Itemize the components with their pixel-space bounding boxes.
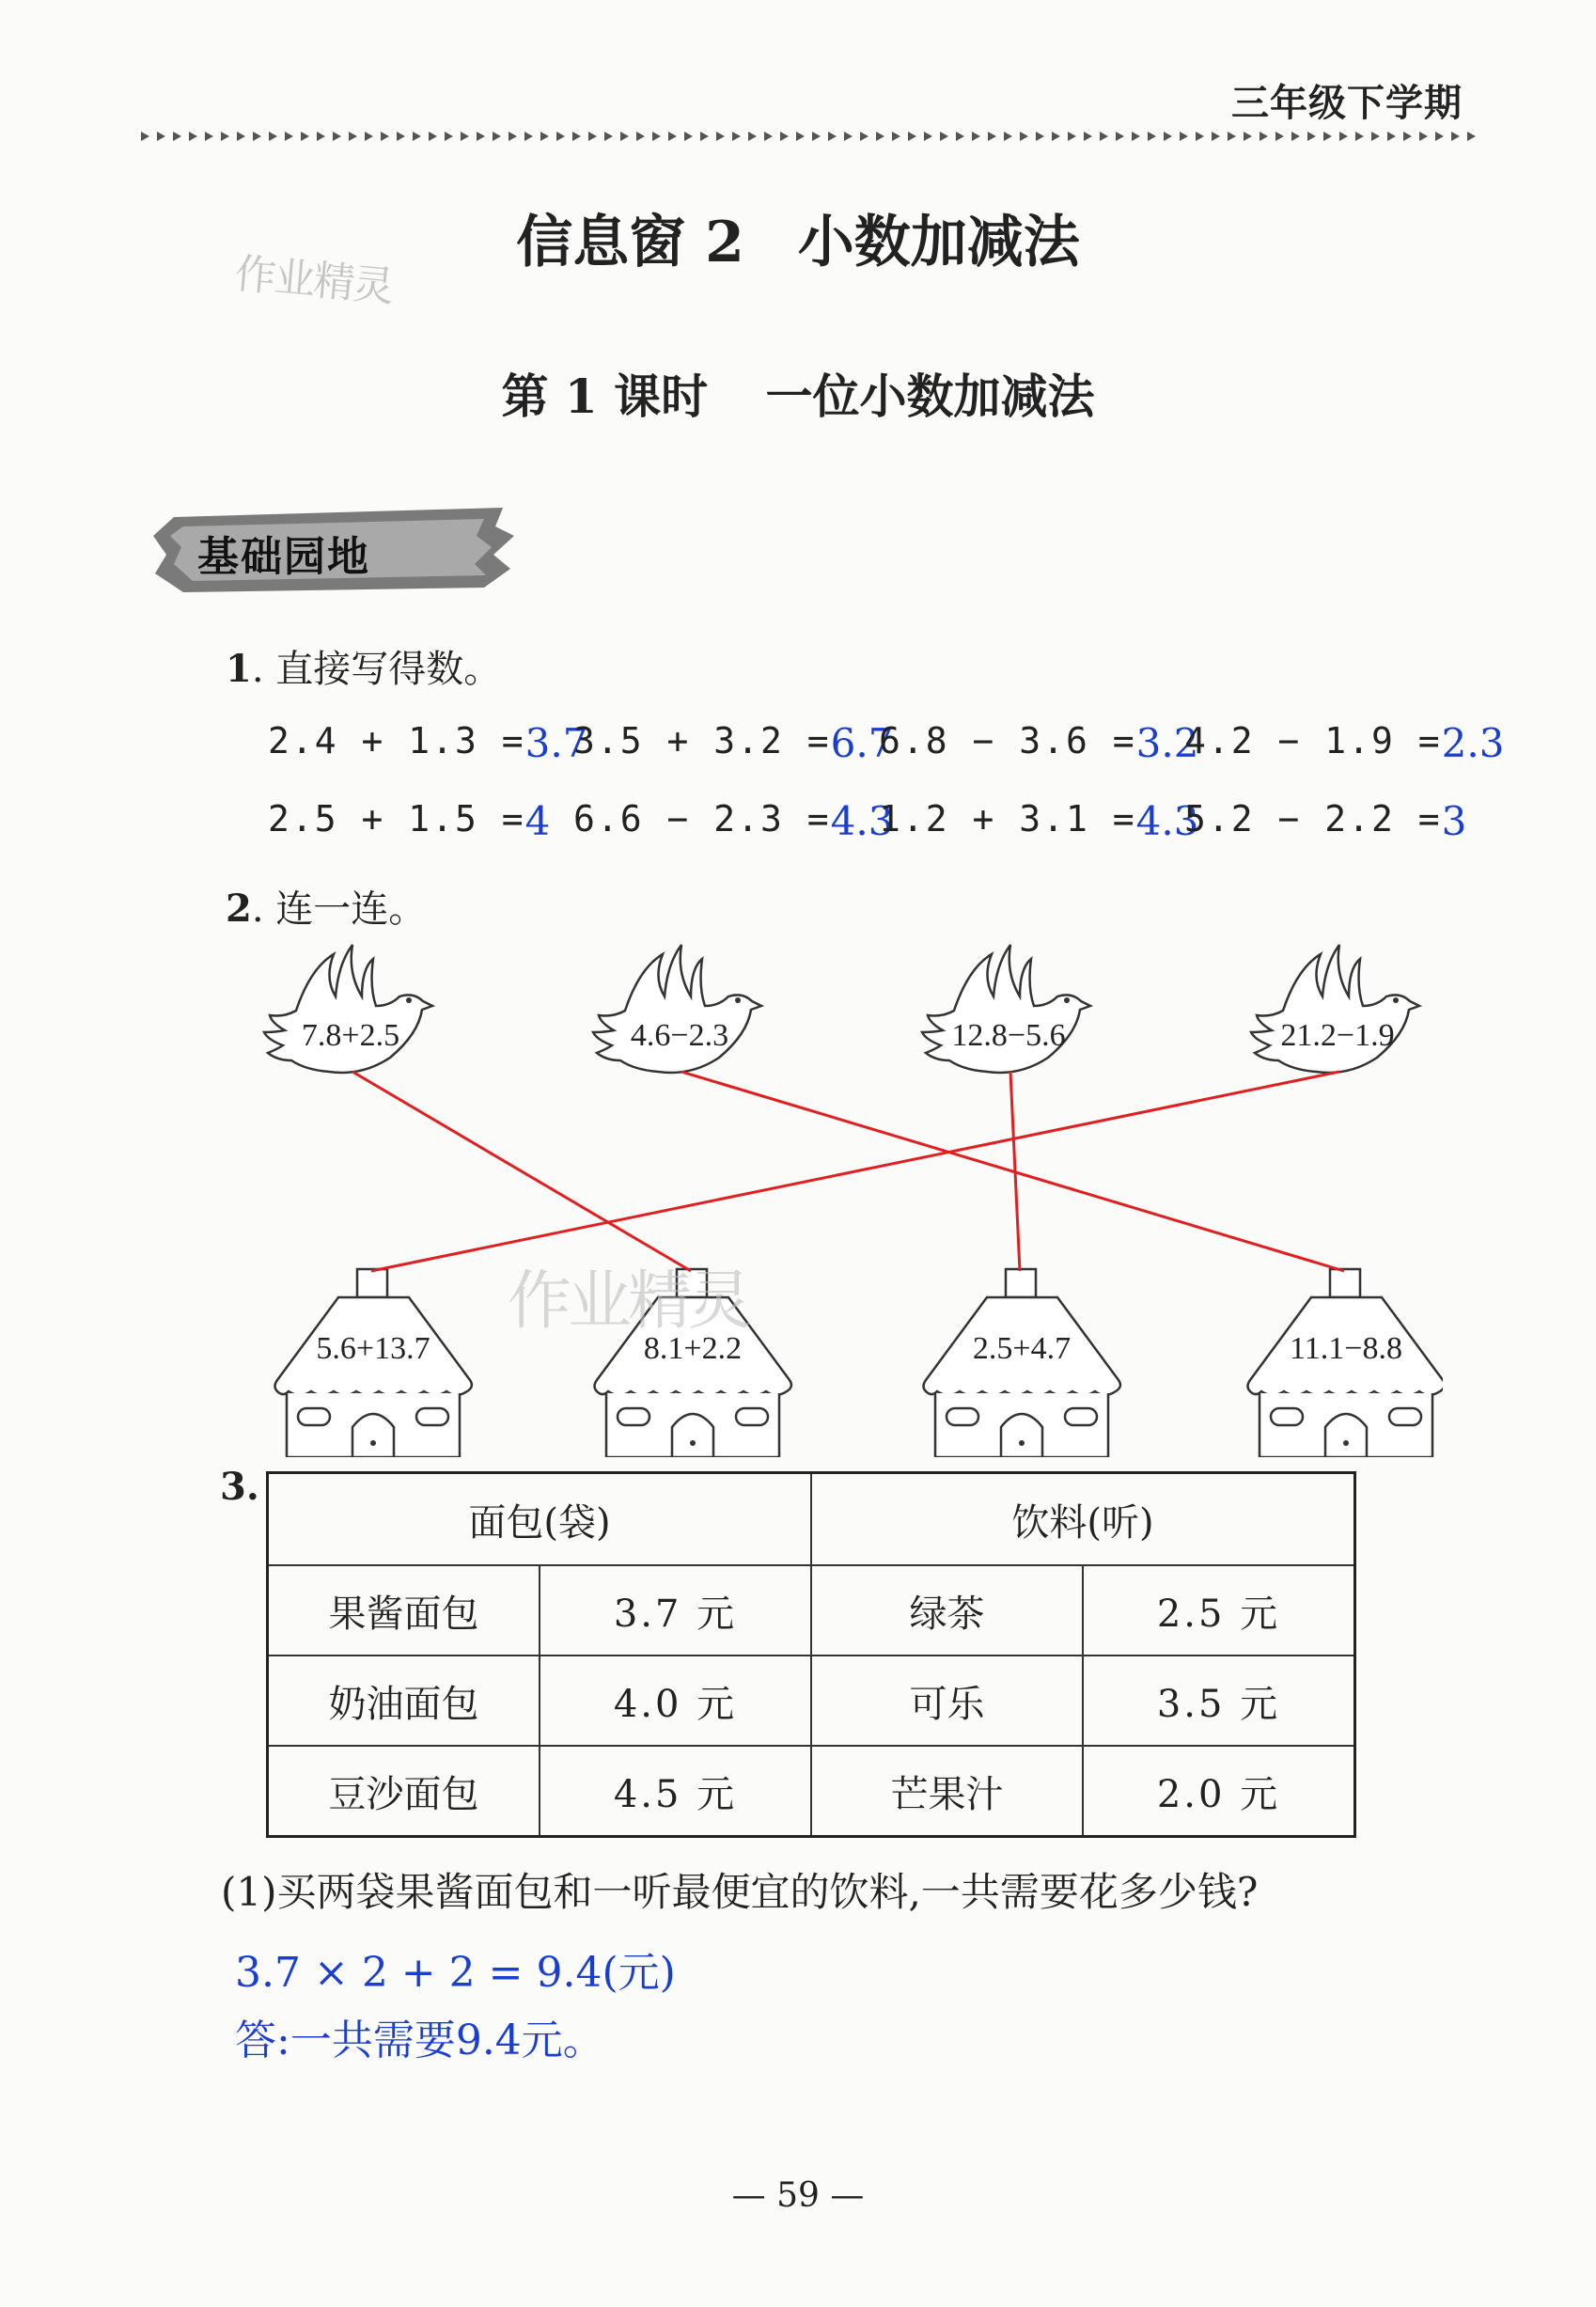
- house-chimney: [1006, 1269, 1036, 1297]
- divider-arrow: [1180, 132, 1188, 141]
- arithmetic-row-2: [268, 794, 1509, 860]
- divider-arrow: [157, 132, 165, 141]
- question-2-number: 2: [226, 887, 252, 931]
- divider-arrow: [828, 132, 837, 141]
- equation-answer: 4.3: [830, 798, 894, 844]
- lesson-subtitle: [0, 359, 1596, 427]
- door-knob: [1019, 1440, 1025, 1446]
- divider-arrow: [1323, 132, 1332, 141]
- question-2-prompt: [226, 879, 426, 933]
- divider-arrow: [924, 132, 932, 141]
- divider-arrow: [1435, 132, 1444, 141]
- divider-arrow: [1291, 132, 1300, 141]
- equation-expression: 1.2 + 3.1 =: [879, 798, 1136, 840]
- equation: [879, 794, 1199, 844]
- house-card[interactable]: [275, 1269, 472, 1457]
- item-price-cell: 3.5 元: [1083, 1656, 1355, 1746]
- divider-arrow: [1068, 132, 1076, 141]
- divider-arrow: [1228, 132, 1236, 141]
- divider-arrow: [1100, 132, 1108, 141]
- equation-expression: 3.5 + 3.2 =: [573, 720, 831, 761]
- house-expression: 8.1+2.2: [643, 1331, 743, 1366]
- equation-answer: 3: [1441, 798, 1467, 844]
- divider-arrow: [1148, 132, 1156, 141]
- connection-line: [371, 1072, 1339, 1271]
- matching-diagram: [221, 940, 1443, 1457]
- divider-arrow: [540, 132, 549, 141]
- divider-arrow: [1020, 132, 1028, 141]
- divider-arrow: [285, 132, 293, 141]
- divider-arrow: [205, 132, 213, 141]
- equation-expression: 6.6 − 2.3 =: [573, 798, 831, 840]
- equation-answer: 6.7: [830, 720, 894, 766]
- divider-arrow: [237, 132, 245, 141]
- section-title-part1: 信息窗 2: [516, 210, 744, 275]
- divider-arrow: [1164, 132, 1172, 141]
- bird-expression: 12.8−5.6: [951, 1018, 1066, 1053]
- divider-arrow: [1244, 132, 1252, 141]
- equation-answer: 3.2: [1135, 720, 1199, 766]
- divider-arrow: [1355, 132, 1364, 141]
- lesson-number: 第 1 课时: [501, 369, 709, 424]
- question-3-sub1: (1)买两袋果酱面包和一听最便宜的饮料,一共需要花多少钱?: [221, 1869, 1259, 1915]
- watermark: 作业精灵: [232, 249, 395, 312]
- divider-arrow: [876, 132, 884, 141]
- house-expression: 2.5+4.7: [972, 1331, 1072, 1366]
- table-row: [268, 1656, 1355, 1746]
- house-card[interactable]: [924, 1269, 1120, 1457]
- door-knob: [1343, 1440, 1349, 1446]
- equation-answer: 2.3: [1441, 720, 1505, 766]
- equation: [268, 794, 551, 844]
- door-knob: [690, 1440, 696, 1446]
- divider-arrow: [269, 132, 277, 141]
- watermark-center: 作业精灵: [508, 1264, 749, 1339]
- bird-card[interactable]: [593, 945, 761, 1073]
- item-name-cell: 豆沙面包: [268, 1746, 540, 1837]
- table-row: [268, 1746, 1355, 1837]
- divider-arrow: [461, 132, 469, 141]
- section-title-part2: 小数加减法: [797, 210, 1080, 275]
- house-expression: 11.1−8.8: [1290, 1331, 1402, 1366]
- equation: [1184, 716, 1505, 766]
- divider-arrow: [652, 132, 661, 141]
- bird-eye: [1393, 997, 1399, 1003]
- divider-arrow: [956, 132, 964, 141]
- divider-arrow: [604, 132, 613, 141]
- door-knob: [370, 1440, 376, 1446]
- equation-expression: 2.5 + 1.5 =: [268, 798, 525, 840]
- divider-arrow: [988, 132, 996, 141]
- bird-eye: [735, 997, 741, 1003]
- divider-arrow: [1339, 132, 1348, 141]
- drink-header: 饮料(听): [811, 1473, 1355, 1566]
- divider-arrow: [141, 132, 149, 141]
- divider-arrow: [1212, 132, 1220, 141]
- divider-arrow: [1467, 132, 1476, 141]
- divider-arrow: [860, 132, 868, 141]
- equation-answer: 4.3: [1135, 798, 1199, 844]
- divider-arrow: [940, 132, 948, 141]
- divider-arrow: [317, 132, 325, 141]
- question-1-prompt: [226, 639, 501, 693]
- bird-card[interactable]: [922, 945, 1090, 1073]
- divider-arrow: [812, 132, 821, 141]
- divider-arrow: [1371, 132, 1380, 141]
- bird-outline: [593, 945, 761, 1073]
- equation-expression: 5.2 − 2.2 =: [1184, 798, 1442, 840]
- equation: [1184, 794, 1467, 844]
- divider-arrow: [1116, 132, 1124, 141]
- table-row: [268, 1565, 1355, 1656]
- item-price-cell: 4.5 元: [540, 1746, 811, 1837]
- item-name-cell: 果酱面包: [268, 1565, 540, 1656]
- item-name-cell: 芒果汁: [811, 1746, 1083, 1837]
- section-badge: 基础园地: [197, 533, 370, 581]
- header-dotted-divider: [141, 127, 1483, 146]
- equation-answer: 4: [524, 798, 551, 844]
- item-price-cell: 2.5 元: [1083, 1565, 1355, 1656]
- equation-answer: 3.7: [524, 720, 588, 766]
- table-header-row: [268, 1473, 1355, 1566]
- bird-eye: [1064, 997, 1070, 1003]
- divider-arrow: [1132, 132, 1140, 141]
- bird-expression: 21.2−1.9: [1280, 1018, 1395, 1053]
- section-title: [0, 197, 1596, 278]
- divider-arrow: [908, 132, 916, 141]
- divider-arrow: [700, 132, 709, 141]
- divider-arrow: [572, 132, 581, 141]
- grade-header: 三年级下学期: [1231, 81, 1463, 125]
- equation: [573, 794, 894, 844]
- divider-arrow: [796, 132, 805, 141]
- equation-expression: 4.2 − 1.9 =: [1184, 720, 1442, 761]
- bird-eye: [406, 997, 412, 1003]
- divider-arrow: [221, 132, 229, 141]
- divider-arrow: [892, 132, 900, 141]
- bird-outline: [1251, 945, 1419, 1073]
- bird-outline: [264, 945, 432, 1073]
- item-name-cell: 绿茶: [811, 1565, 1083, 1656]
- divider-arrow: [1260, 132, 1268, 141]
- bird-expression: 7.8+2.5: [301, 1018, 400, 1053]
- page-number: — 59 —: [731, 2176, 865, 2215]
- divider-arrow: [445, 132, 453, 141]
- equation: [879, 716, 1199, 766]
- lesson-name: 一位小数加减法: [765, 369, 1095, 424]
- item-price-cell: 2.0 元: [1083, 1746, 1355, 1837]
- divider-arrow: [1419, 132, 1428, 141]
- divider-arrow: [1052, 132, 1060, 141]
- divider-arrow: [429, 132, 437, 141]
- divider-arrow: [1275, 132, 1284, 141]
- divider-arrow: [1004, 132, 1012, 141]
- item-price-cell: 3.7 元: [540, 1565, 811, 1656]
- divider-arrow: [1451, 132, 1460, 141]
- divider-arrow: [716, 132, 725, 141]
- divider-arrow: [1307, 132, 1316, 141]
- divider-arrow: [493, 132, 501, 141]
- divider-arrow: [780, 132, 789, 141]
- question-1-number: 1: [226, 647, 252, 691]
- divider-arrow: [732, 132, 741, 141]
- divider-arrow: [668, 132, 677, 141]
- item-name-cell: 奶油面包: [268, 1656, 540, 1746]
- divider-arrow: [333, 132, 341, 141]
- bird-outline: [922, 945, 1090, 1073]
- divider-arrow: [365, 132, 373, 141]
- bird-expression: 4.6−2.3: [630, 1018, 729, 1053]
- divider-arrow: [477, 132, 485, 141]
- divider-arrow: [173, 132, 181, 141]
- question-3-number: 3.: [220, 1465, 259, 1509]
- divider-arrow: [301, 132, 309, 141]
- question-1-text: . 直接写得数。: [251, 648, 502, 691]
- divider-arrow: [509, 132, 517, 141]
- divider-arrow: [189, 132, 197, 141]
- answer-calculation: 3.7 × 2 + 2 = 9.4(元): [235, 1949, 676, 1997]
- item-price-cell: 4.0 元: [540, 1656, 811, 1746]
- equation-expression: 2.4 + 1.3 =: [268, 720, 525, 761]
- bread-header: 面包(袋): [268, 1473, 812, 1566]
- divider-arrow: [1196, 132, 1204, 141]
- divider-arrow: [381, 132, 389, 141]
- house-chimney: [1330, 1269, 1360, 1297]
- house-card[interactable]: [1248, 1269, 1444, 1457]
- divider-arrow: [748, 132, 757, 141]
- divider-arrow: [413, 132, 421, 141]
- arithmetic-row-1: [268, 716, 1509, 782]
- divider-arrow: [1403, 132, 1412, 141]
- divider-arrow: [556, 132, 565, 141]
- answer-statement: 答:一共需要9.4元。: [235, 2017, 604, 2064]
- item-name-cell: 可乐: [811, 1656, 1083, 1746]
- divider-arrow: [764, 132, 773, 141]
- divider-arrow: [349, 132, 357, 141]
- bird-card[interactable]: [1251, 945, 1419, 1073]
- house-chimney: [357, 1269, 387, 1297]
- divider-arrow: [397, 132, 405, 141]
- divider-arrow: [972, 132, 980, 141]
- divider-arrow: [588, 132, 597, 141]
- divider-arrow: [253, 132, 261, 141]
- divider-arrow: [1036, 132, 1044, 141]
- house-expression: 5.6+13.7: [316, 1331, 430, 1366]
- divider-arrow: [620, 132, 629, 141]
- divider-arrow: [636, 132, 645, 141]
- equation: [268, 716, 588, 766]
- bird-card[interactable]: [264, 945, 432, 1073]
- price-table: [266, 1471, 1356, 1838]
- divider-arrow: [844, 132, 853, 141]
- divider-arrow: [1084, 132, 1092, 141]
- equation-expression: 6.8 − 3.6 =: [879, 720, 1136, 761]
- divider-arrow: [1387, 132, 1396, 141]
- question-2-text: . 连一连。: [251, 887, 427, 931]
- divider-arrow: [524, 132, 533, 141]
- equation: [573, 716, 894, 766]
- divider-arrow: [684, 132, 693, 141]
